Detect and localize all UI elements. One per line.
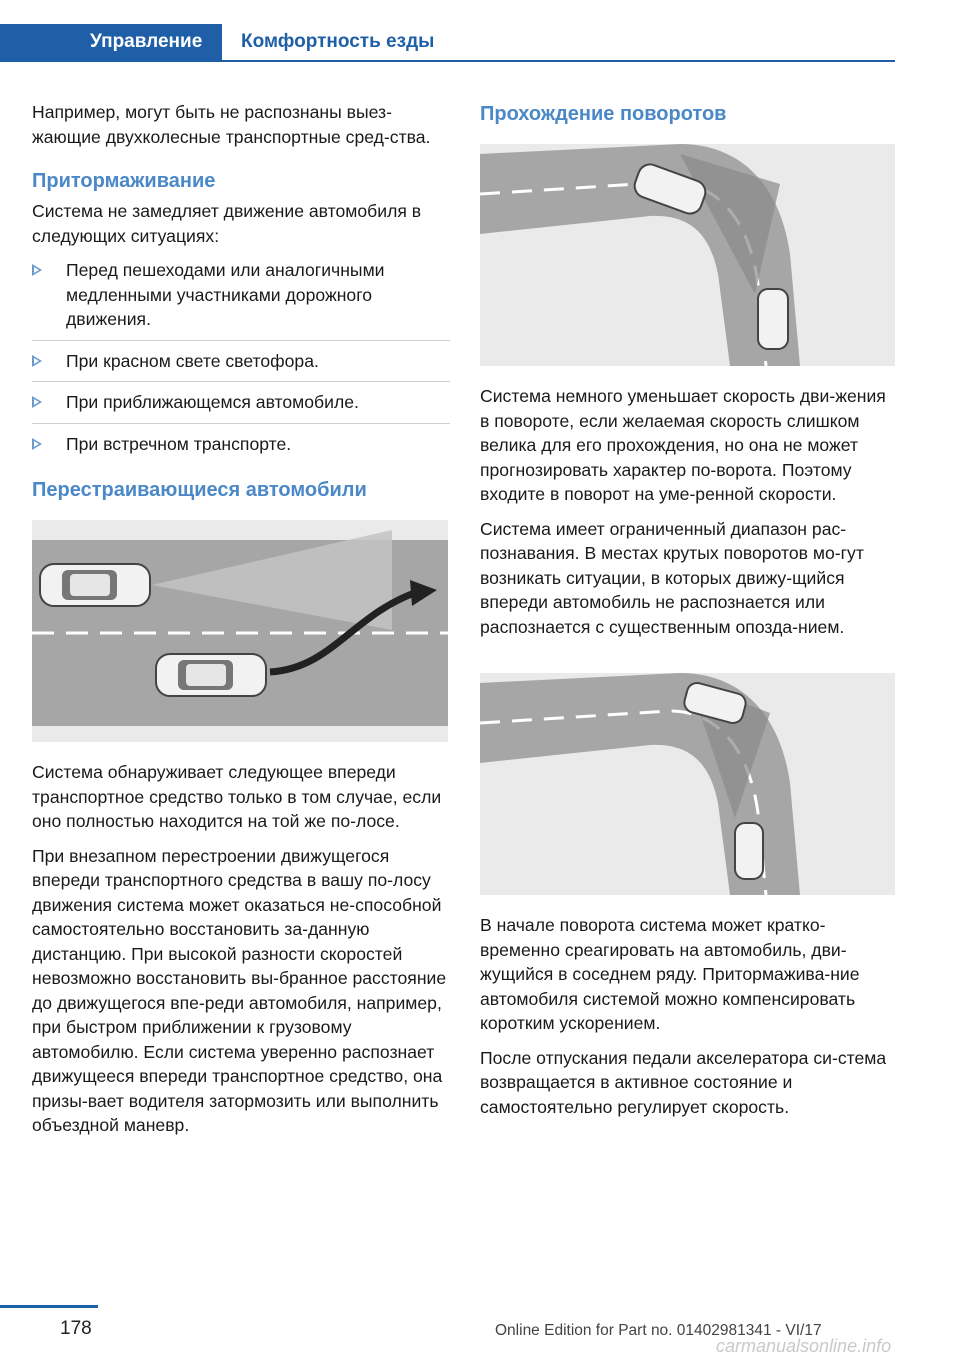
cornering-paragraph-1: Система немного уменьшает скорость дви-жения в повороте, если желаемая скорость слишком велика для его прохождения, но она не может прогнозировать характер по-ворота. Поэтому входите в поворот на уме-ренной скорости. — [480, 386, 886, 504]
header-section-tab: Управление — [0, 24, 222, 62]
cornering-paragraph-3: В начале поворота система может кратко-временно среагировать на автомобиль, дви-жущийся в соседнем ряду. Притормажива-ние автомобиля системой можно компенсировать коротким ускорением. — [480, 915, 860, 1033]
left-column — [32, 100, 450, 1148]
right-column — [480, 100, 895, 1129]
intro-paragraph: Например, могут быть не распознаны выез-жающие двухколесные транспортные сред-ства. — [32, 102, 431, 147]
triangle-bullet-icon — [32, 438, 42, 450]
car-icon — [40, 564, 150, 606]
car-icon — [758, 289, 788, 349]
edition-note: Online Edition for Part no. 01402981341 - VI/17 — [495, 1322, 822, 1339]
cornering-paragraph-4: После отпускания педали акселератора си-стема возвращается в активное состояние и самостоятельно регулирует скорость. — [480, 1047, 887, 1117]
triangle-bullet-icon — [32, 396, 42, 408]
braking-heading: Притормаживание — [32, 170, 216, 192]
triangle-bullet-icon — [32, 355, 42, 367]
lanechange-paragraph-1: Система обнаруживает следующее впереди транспортное средство только в том случае, если оно полностью находится на той же по-лосе. — [32, 762, 442, 831]
cornering-heading: Прохождение поворотов — [480, 103, 727, 125]
list-item: При приближающемся автомобиле. — [32, 390, 450, 424]
lanechange-paragraph-2: При внезапном перестроении движущегося впереди транспортного средства в вашу по-лосу движения система может оказаться не-способной самостоятельно восстановить за-данную дистанцию. При высокой разности скоростей невозможно восстановить вы-бранное расстояние до движущегося впе-реди автомобиля, например, при быстром приближении к грузовому автомобилю. Если система уверенно распознает движущееся впереди транспортное средство, она призы-вает водителя затормозить или выполнить объездной маневр. — [32, 845, 447, 1135]
header-subsection: Комфортность езды — [241, 31, 435, 52]
cornering-illustration-1 — [480, 144, 895, 366]
triangle-bullet-icon — [32, 264, 42, 276]
page-number: 178 — [60, 1318, 92, 1339]
car-icon — [156, 654, 266, 696]
list-item: Перед пешеходами или аналогичными медленными участниками дорожного движения. — [32, 258, 450, 341]
list-item: При встречном транспорте. — [32, 432, 450, 465]
watermark: carmanualsonline.info — [716, 1336, 892, 1356]
list-item: При красном свете светофора. — [32, 349, 450, 383]
cornering-illustration-2 — [480, 673, 895, 895]
car-icon — [735, 823, 763, 879]
lanechange-heading: Перестраивающиеся автомобили — [32, 479, 367, 501]
footer-rule — [0, 1305, 98, 1308]
header-rule — [222, 60, 895, 62]
braking-list — [32, 258, 450, 464]
braking-intro: Система не замедляет движение автомобиля в следующих ситуациях: — [32, 201, 422, 246]
cornering-paragraph-2: Система имеет ограниченный диапазон рас-познавания. В местах крутых поворотов мо-гут возникать ситуации, в которых движу-щийся впереди автомобиль не распознается или распознается с существенным опозда-нием. — [480, 518, 864, 637]
lane-change-illustration — [32, 520, 448, 742]
